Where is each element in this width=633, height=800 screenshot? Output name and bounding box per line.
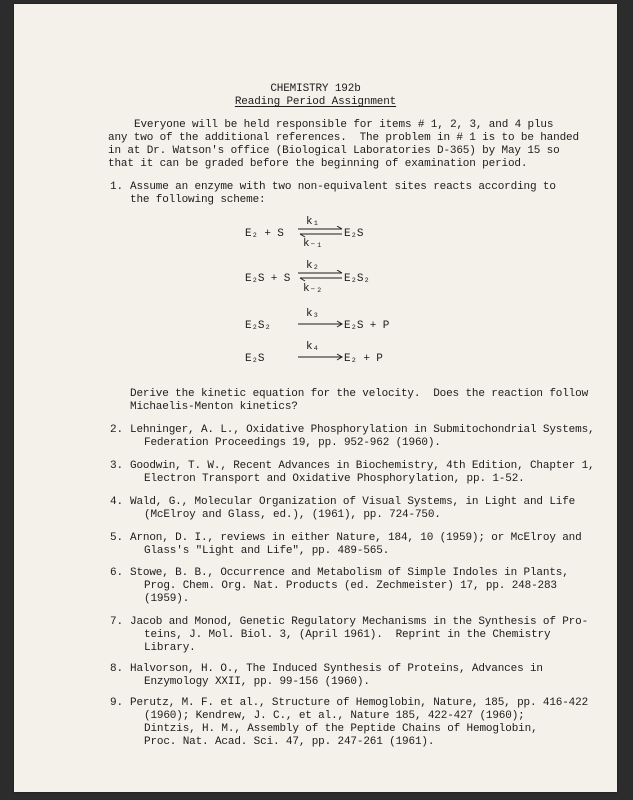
ref-line: Lehninger, A. L., Oxidative Phosphorylation in Submitochondrial Systems, (130, 424, 595, 436)
document-page (14, 4, 617, 792)
item1-line-2: the following scheme: (130, 194, 266, 206)
item1-question-line-2: Michaelis-Menton kinetics? (130, 401, 298, 413)
scheme-left-4: E₂S (245, 353, 265, 365)
item1-question-line-1: Derive the kinetic equation for the velocity. Does the reaction follow (130, 388, 589, 400)
scheme-k-top-1: k₁ (306, 216, 319, 228)
scheme-right-2: E₂S₂ (344, 273, 370, 285)
ref-number: 6. (110, 567, 123, 579)
ref-line: Proc. Nat. Acad. Sci. 47, pp. 247-261 (1961). (144, 736, 435, 748)
assignment-subtitle: Reading Period Assignment (234, 96, 397, 108)
item-number: 1. (110, 181, 123, 193)
ref-line: teins, J. Mol. Biol. 3, (April 1961). Reprint in the Chemistry (144, 629, 551, 641)
ref-line: Library. (144, 642, 196, 654)
course-title: CHEMISTRY 192b (270, 83, 361, 95)
ref-line: Glass's "Light and Life", pp. 489-565. (144, 545, 390, 557)
forward-arrow-icon (296, 320, 346, 328)
scheme-k-bottom-2: k₋₂ (303, 283, 323, 295)
scheme-left-3: E₂S₂ (245, 320, 271, 332)
ref-line: Prog. Chem. Org. Nat. Products (ed. Zechmeister) 17, pp. 248-283 (144, 580, 557, 592)
scheme-right-3: E₂S + P (344, 320, 390, 332)
scheme-k-bottom-1: k₋₁ (303, 238, 323, 250)
ref-number: 9. (110, 697, 123, 709)
ref-number: 8. (110, 663, 123, 675)
ref-number: 7. (110, 616, 123, 628)
ref-line: Stowe, B. B., Occurrence and Metabolism of Simple Indoles in Plants, (130, 567, 569, 579)
ref-line: Arnon, D. I., reviews in either Nature, 184, 10 (1959); or McElroy and (130, 532, 582, 544)
reversible-arrow-icon (296, 226, 346, 238)
scheme-k-top-4: k₄ (306, 341, 319, 353)
ref-line: Wald, G., Molecular Organization of Visual Systems, in Light and Life (130, 496, 576, 508)
ref-line: (McElroy and Glass, ed.), (1961), pp. 724-750. (144, 509, 441, 521)
intro-line-1: Everyone will be held responsible for items # 1, 2, 3, and 4 plus (134, 119, 554, 131)
ref-line: Perutz, M. F. et al., Structure of Hemoglobin, Nature, 185, pp. 416-422 (130, 697, 589, 709)
ref-line: (1959). (144, 593, 190, 605)
ref-line: Halvorson, H. O., The Induced Synthesis of Proteins, Advances in (130, 663, 543, 675)
scheme-k-top-2: k₂ (306, 260, 319, 272)
ref-number: 5. (110, 532, 123, 544)
ref-line: Electron Transport and Oxidative Phosphorylation, pp. 1-52. (144, 473, 525, 485)
scheme-left-2: E₂S + S (245, 273, 291, 285)
scheme-right-1: E₂S (344, 228, 364, 240)
reversible-arrow-icon (296, 270, 346, 282)
forward-arrow-icon (296, 353, 346, 361)
intro-line-4: that it can be graded before the beginning of examination period. (108, 158, 528, 170)
ref-number: 4. (110, 496, 123, 508)
ref-line: Dintzis, H. M., Assembly of the Peptide Chains of Hemoglobin, (144, 723, 538, 735)
scheme-left-1: E₂ + S (245, 228, 284, 240)
scheme-right-4: E₂ + P (344, 353, 383, 365)
ref-number: 2. (110, 424, 123, 436)
ref-number: 3. (110, 460, 123, 472)
intro-line-3: in at Dr. Watson's office (Biological Laboratories D-365) by May 15 so (108, 145, 560, 157)
ref-line: Enzymology XXII, pp. 99-156 (1960). (144, 676, 370, 688)
ref-line: Goodwin, T. W., Recent Advances in Biochemistry, 4th Edition, Chapter 1, (130, 460, 595, 472)
ref-line: (1960); Kendrew, J. C., et al., Nature 185, 422-427 (1960); (144, 710, 525, 722)
ref-line: Federation Proceedings 19, pp. 952-962 (1960). (144, 437, 441, 449)
scheme-k-top-3: k₃ (306, 308, 319, 320)
ref-line: Jacob and Monod, Genetic Regulatory Mechanisms in the Synthesis of Pro- (130, 616, 589, 628)
item1-line-1: Assume an enzyme with two non-equivalent sites reacts according to (130, 181, 556, 193)
intro-line-2: any two of the additional references. The problem in # 1 is to be handed (108, 132, 579, 144)
